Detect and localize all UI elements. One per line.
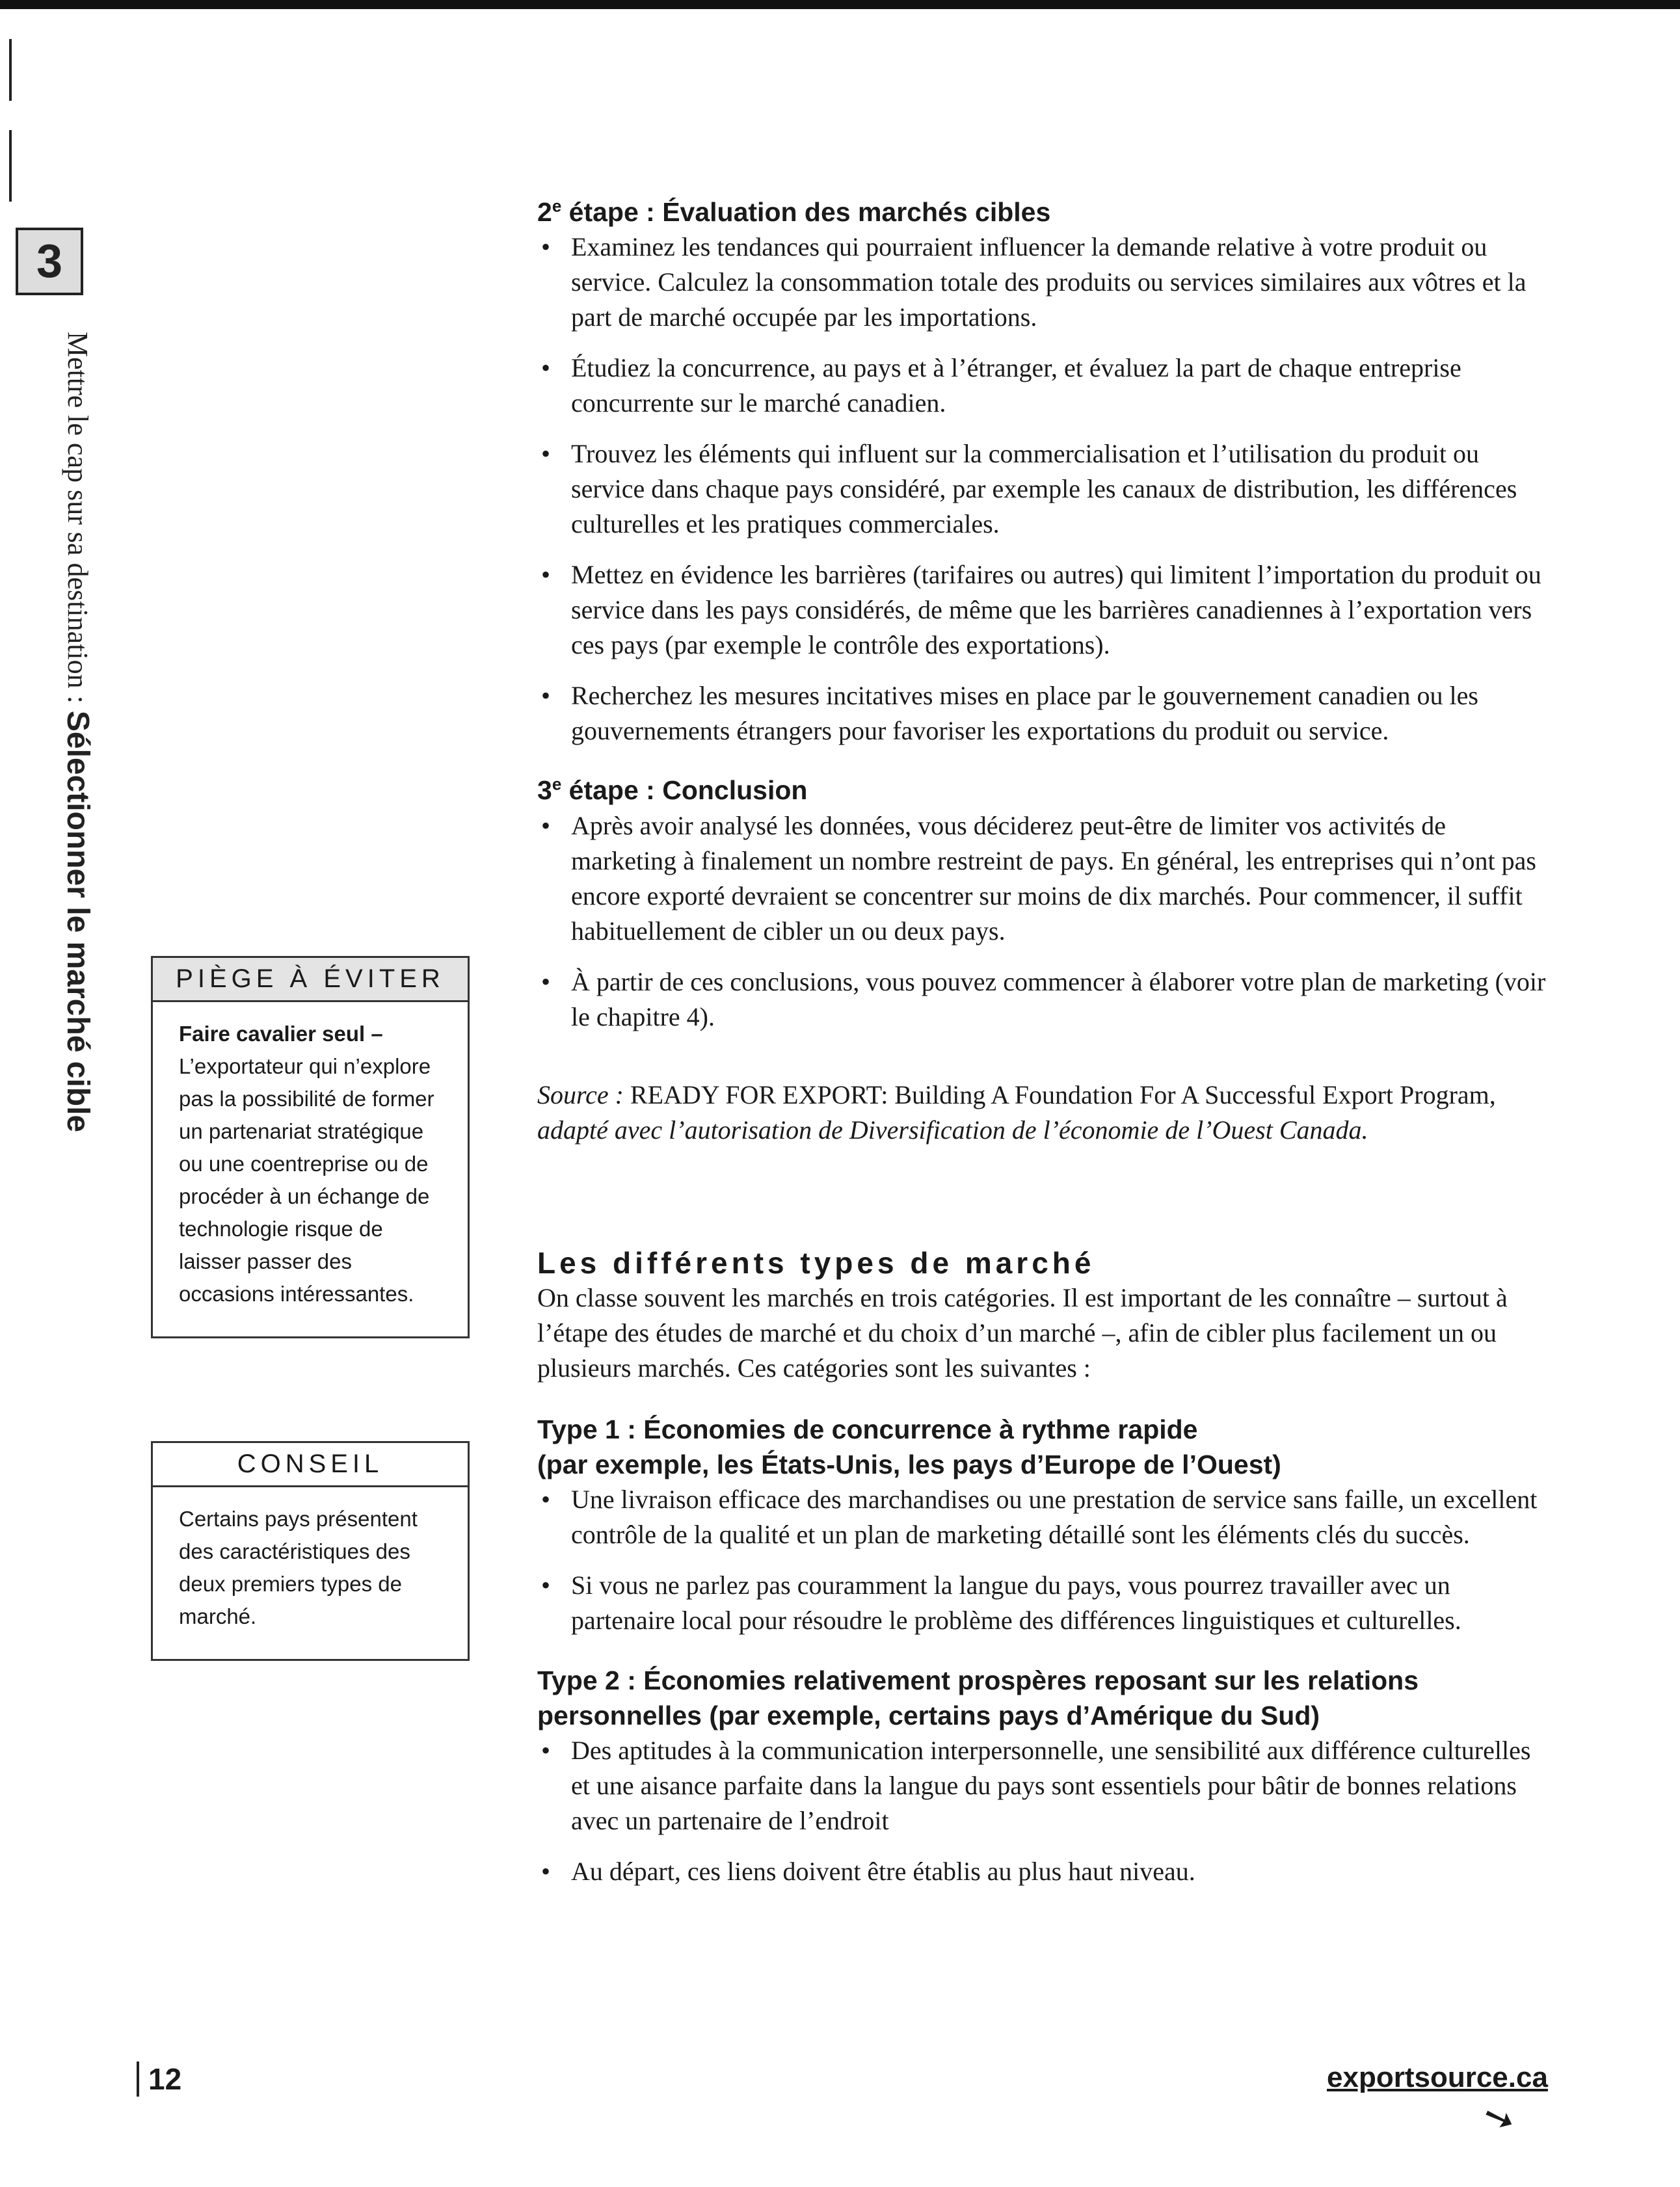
main-content [537,195,1552,1905]
section-title: Les différents types de marché [537,1245,1095,1280]
source-italic: adapté avec l’autorisation de Diversification de l’économie de l’Ouest Canada. [537,1115,1368,1145]
list-item: • Recherchez les mesures incitatives mises en place par le gouvernement canadien ou les gouvernements étrangers pour favoriser les exportations du produit ou service. [537,678,1552,749]
section-intro: On classe souvent les marchés en trois catégories. Il est important de les connaître – surtout à l’étape des études de marché et du choix d’un marché –, afin de cibler plus facilement un ou plusieurs marchés. Ces catégories sont les suivantes : [537,1282,1508,1383]
running-title [60,332,96,1132]
running-title-bold: Sélectionner le marché cible [60,710,95,1133]
step3-title: étape : Conclusion [561,775,808,806]
type2-heading-line1: Type 2 : Économies relativement prospères reposant sur les relations [537,1665,1419,1695]
page-number: 12 [137,2061,181,2097]
type1-heading-line1: Type 1 : Économies de concurrence à rythme rapide [537,1414,1198,1444]
list-item: • Examinez les tendances qui pourraient influencer la demande relative à votre produit ou service. Calculez la consommation totale des produits ou services similaires aux vôtres et la part de marché occupée par les importations. [537,230,1552,335]
step2-list [537,230,1552,749]
step2-sup: e [552,196,562,216]
tip-body: Certains pays présentent des caractéristiques des deux premiers types de marché. [179,1507,418,1628]
cursor-arrow-icon: ➘ [1476,2092,1521,2143]
step3-prefix: 3 [537,775,552,806]
type1-list [537,1482,1552,1638]
pitfall-header: PIÈGE À ÉVITER [153,958,468,1002]
list-item: • Étudiez la concurrence, au pays et à l’étranger, et évaluez la part de chaque entreprise concurrente sur le marché canadien. [537,351,1552,421]
pitfall-body [153,1002,468,1336]
type2-list [537,1733,1552,1889]
source-text: READY FOR EXPORT: Building A Foundation For A Successful Export Program, [623,1080,1496,1109]
margin-rule-bottom [9,130,12,202]
list-item: • Trouvez les éléments qui influent sur la commercialisation et l’utilisation du produit ou service dans chaque pays considéré, par exemple les canaux de distribution, les différences culturelles et les pratiques commerciales. [537,436,1552,542]
type2-heading [537,1663,1552,1733]
type1-heading-line2: (par exemple, les États-Unis, les pays d’Europe de l’Ouest) [537,1449,1281,1479]
list-item: • Une livraison efficace des marchandises ou une prestation de service sans faille, un excellent contrôle de la qualité et un plan de marketing détaillé sont les éléments clés du succès. [537,1482,1552,1552]
site-link[interactable]: exportsource.ca [1327,2061,1548,2093]
step3-sup: e [552,774,562,794]
margin-rule-top [9,39,12,101]
list-item: • Au départ, ces liens doivent être établis au plus haut niveau. [537,1854,1552,1889]
list-item: • Des aptitudes à la communication interpersonnelle, une sensibilité aux différence culturelles et une aisance parfaite dans la langue du pays sont essentiels pour bâtir de bonnes relations avec un partenaire de l’endroit [537,1733,1552,1838]
running-title-regular: Mettre le cap sur sa destination : [62,332,94,711]
type2-heading-line2: personnelles (par exemple, certains pays d’Amérique du Sud) [537,1700,1320,1730]
list-item: • Mettez en évidence les barrières (tarifaires ou autres) qui limitent l’importation du produit ou service dans les pays considérés, de même que les barrières canadiennes à l’exportation vers ces pays (par exemple le contrôle des exportations). [537,557,1552,663]
pitfall-lead: Faire cavalier seul – [179,1022,383,1046]
chapter-badge: 3 [16,228,83,295]
top-border [0,0,1680,9]
step3-list [537,808,1552,1035]
list-item: • Après avoir analysé les données, vous déciderez peut-être de limiter vos activités de marketing à finalement un nombre restreint de pays. En général, les entreprises qui n’ont pas encore exporté devraient se concentrer sur moins de dix marchés. Pour commencer, il suffit habituellement de cibler un ou deux pays. [537,808,1552,949]
list-item: • Si vous ne parlez pas couramment la langue du pays, vous pourrez travailler avec un partenaire local pour résoudre le problème des différences linguistiques et culturelles. [537,1568,1552,1638]
pitfall-text: L’exportateur qui n’explore pas la possibilité de former un partenariat stratégique ou une coentreprise ou de procéder à un échange de technologie risque de laisser passer des occasions intéressantes. [179,1054,434,1306]
type1-heading [537,1412,1552,1482]
source-note [537,1078,1552,1148]
step2-prefix: 2 [537,197,552,227]
source-label: Source : [537,1080,624,1109]
tip-header: CONSEIL [153,1443,468,1487]
pitfall-box [151,956,470,1338]
list-item: • À partir de ces conclusions, vous pouvez commencer à élaborer votre plan de marketing (voir le chapitre 4). [537,964,1552,1035]
step3-heading [537,773,1552,808]
step2-heading [537,195,1552,230]
step2-title: étape : Évaluation des marchés cibles [561,197,1051,227]
tip-box [151,1441,470,1661]
